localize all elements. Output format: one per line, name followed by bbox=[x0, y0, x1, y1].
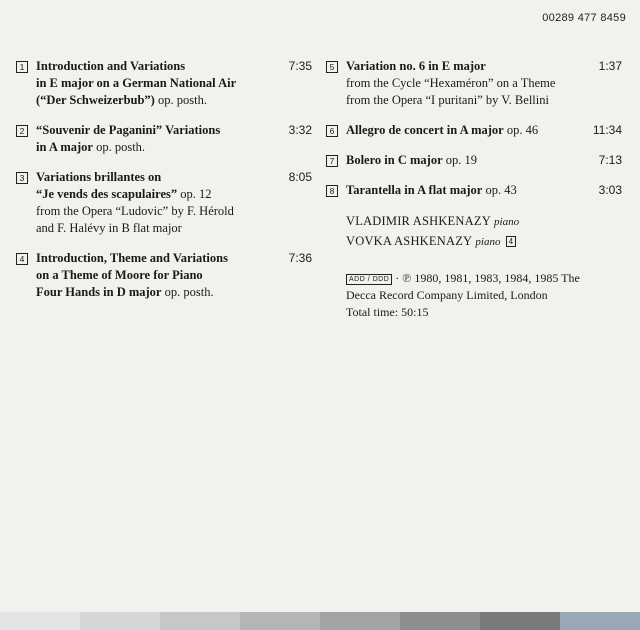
footer-color-segment bbox=[560, 612, 640, 630]
track-number-box: 3 bbox=[16, 172, 28, 184]
track-duration: 7:35 bbox=[288, 59, 312, 73]
performer-instrument: piano bbox=[494, 216, 520, 228]
tracklist-right-column bbox=[326, 58, 622, 321]
track-detail-text: op. posth. bbox=[154, 93, 207, 107]
track-line bbox=[36, 186, 272, 203]
track-line bbox=[346, 152, 582, 169]
track-number-box: 4 bbox=[16, 253, 28, 265]
track-detail-text: op. 12 bbox=[177, 187, 212, 201]
track-6 bbox=[326, 122, 622, 139]
track-description bbox=[346, 122, 622, 139]
footer-color-segment bbox=[320, 612, 400, 630]
track-duration: 8:05 bbox=[288, 170, 312, 184]
company-line: Decca Record Company Limited, London bbox=[346, 288, 548, 302]
track-detail-text: from the Opera “Ludovic” by F. Hérold bbox=[36, 204, 234, 218]
track-line bbox=[36, 122, 272, 139]
track-title-text: (“Der Schweizerbub”) bbox=[36, 93, 155, 107]
track-description bbox=[36, 250, 312, 301]
performers bbox=[346, 212, 622, 252]
track-number-box: 4 bbox=[506, 236, 516, 247]
track-title-text: Tarantella in A flat major bbox=[346, 183, 483, 197]
track-line bbox=[36, 267, 272, 284]
catalog-number: 00289 477 8459 bbox=[542, 12, 626, 24]
track-title-text: Allegro de concert in A major bbox=[346, 123, 504, 137]
performer-name: VLADIMIR ASHKENAZY bbox=[346, 214, 491, 228]
footer-color-segment bbox=[240, 612, 320, 630]
track-detail-text: op. 46 bbox=[503, 123, 539, 137]
track-line bbox=[36, 250, 272, 267]
footer-color-segment bbox=[80, 612, 160, 630]
footer-color-segment bbox=[160, 612, 240, 630]
track-title-text: Four Hands in D major bbox=[36, 285, 162, 299]
track-detail-text: op. posth. bbox=[161, 285, 214, 299]
track-title-text: Variation no. 6 in E major bbox=[346, 59, 486, 73]
track-duration: 7:36 bbox=[288, 251, 312, 265]
track-detail-text: op. posth. bbox=[92, 140, 146, 154]
track-line bbox=[346, 182, 582, 199]
track-number-box: 8 bbox=[326, 185, 338, 197]
track-3 bbox=[16, 169, 312, 237]
track-line bbox=[346, 92, 582, 109]
track-title-text: in A major bbox=[36, 140, 93, 154]
performer-vovka bbox=[346, 232, 622, 252]
footer-color-bar bbox=[0, 612, 640, 630]
footer-color-segment bbox=[400, 612, 480, 630]
track-detail-text: op. 19 bbox=[442, 153, 478, 167]
track-7 bbox=[326, 152, 622, 169]
track-title-text: Introduction, Theme and Variations bbox=[36, 251, 228, 265]
track-detail-text: op. 43 bbox=[482, 183, 517, 197]
track-title-text: in E major on a German National Air bbox=[36, 76, 237, 90]
footer-color-segment bbox=[480, 612, 560, 630]
tracklist-left-column bbox=[16, 58, 312, 314]
track-line bbox=[36, 284, 272, 301]
performer-name: VOVKA ASHKENAZY bbox=[346, 234, 473, 248]
track-1 bbox=[16, 58, 312, 109]
track-description bbox=[346, 152, 622, 169]
performer-instrument: piano bbox=[475, 236, 501, 248]
track-number-box: 5 bbox=[326, 61, 338, 73]
track-duration: 3:03 bbox=[598, 183, 622, 197]
track-duration: 7:13 bbox=[598, 153, 622, 167]
track-line bbox=[36, 220, 272, 237]
track-detail-text: from the Cycle “Hexaméron” on a Theme bbox=[346, 76, 556, 90]
track-description bbox=[346, 58, 622, 109]
track-line bbox=[346, 58, 582, 75]
performer-vladimir bbox=[346, 212, 622, 232]
track-duration: 3:32 bbox=[288, 123, 312, 137]
track-2 bbox=[16, 122, 312, 156]
track-description bbox=[346, 182, 622, 199]
track-5 bbox=[326, 58, 622, 109]
track-description bbox=[36, 58, 312, 109]
track-line bbox=[36, 169, 272, 186]
track-duration: 1:37 bbox=[598, 59, 622, 73]
credits bbox=[346, 270, 622, 321]
track-line bbox=[36, 58, 272, 75]
track-title-text: Variations brillantes on bbox=[36, 170, 162, 184]
total-time: Total time: 50:15 bbox=[346, 305, 429, 319]
track-line bbox=[346, 75, 582, 92]
track-detail-text: from the Opera “I puritani” by V. Bellini bbox=[346, 93, 549, 107]
track-line bbox=[36, 92, 272, 109]
sparscode-badge: ADD / DDD bbox=[346, 274, 392, 285]
track-line bbox=[346, 122, 582, 139]
track-title-text: Bolero in C major bbox=[346, 153, 443, 167]
track-title-text: “Souvenir de Paganini” Variations bbox=[36, 123, 221, 137]
track-line bbox=[36, 203, 272, 220]
track-title-text: on a Theme of Moore for Piano bbox=[36, 268, 203, 282]
track-title-text: “Je vends des scapulaires” bbox=[36, 187, 178, 201]
track-number-box: 6 bbox=[326, 125, 338, 137]
track-title-text: Introduction and Variations bbox=[36, 59, 186, 73]
track-duration: 11:34 bbox=[592, 123, 622, 137]
track-number-box: 7 bbox=[326, 155, 338, 167]
track-8 bbox=[326, 182, 622, 199]
track-line bbox=[36, 75, 272, 92]
track-number-box: 2 bbox=[16, 125, 28, 137]
copyright-line: · ℗ 1980, 1981, 1983, 1984, 1985 The bbox=[392, 271, 580, 285]
footer-color-segment bbox=[0, 612, 80, 630]
track-4 bbox=[16, 250, 312, 301]
track-line bbox=[36, 139, 272, 156]
track-description bbox=[36, 122, 312, 156]
track-description bbox=[36, 169, 312, 237]
track-number-box: 1 bbox=[16, 61, 28, 73]
track-detail-text: and F. Halévy in B flat major bbox=[36, 221, 182, 235]
